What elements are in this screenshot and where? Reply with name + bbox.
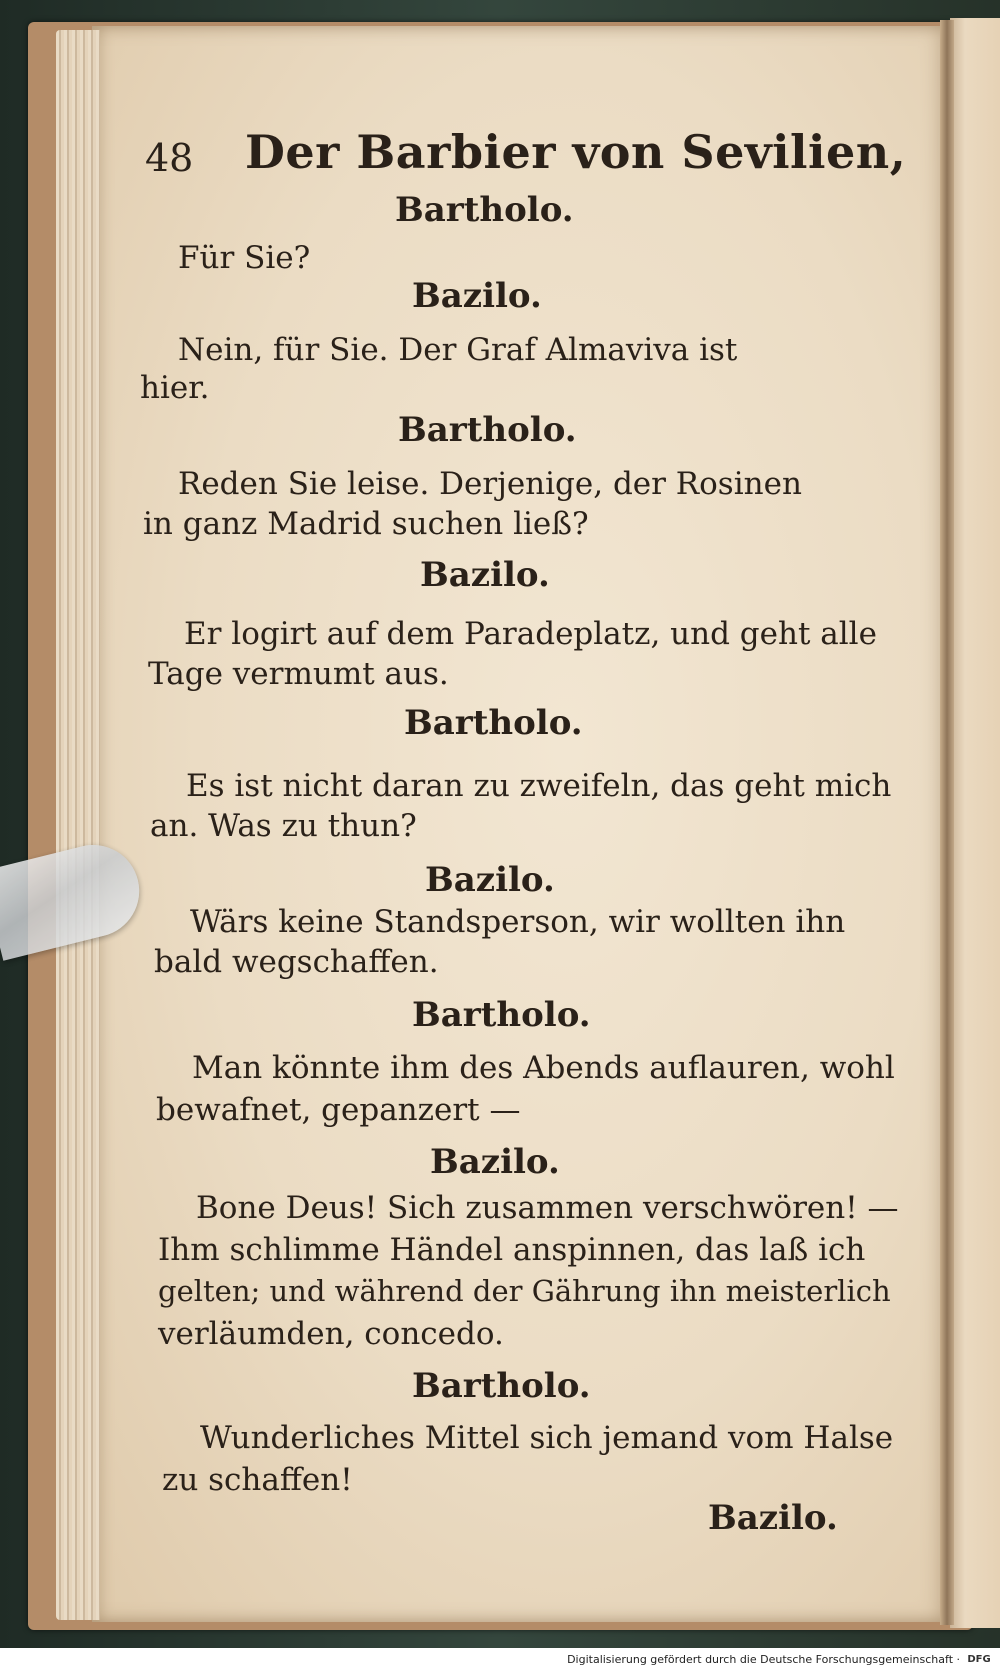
dialogue-line: Er logirt auf dem Paradeplatz, und geht alle	[184, 616, 877, 652]
dfg-logo: DFG	[967, 1654, 991, 1665]
speaker-heading: Bartholo.	[412, 995, 591, 1035]
book-gutter	[940, 20, 954, 1625]
dialogue-line: verläumden, concedo.	[158, 1316, 504, 1352]
dialogue-line: Wärs keine Standsperson, wir wollten ihn	[190, 904, 846, 940]
dialogue-line: hier.	[140, 370, 210, 406]
speaker-heading: Bartholo.	[395, 190, 574, 230]
dialogue-line: an. Was zu thun?	[150, 808, 417, 844]
dialogue-line: gelten; und während der Gährung ihn meisterlich	[158, 1274, 891, 1308]
footer-bar	[0, 1648, 1000, 1673]
dialogue-line: zu schaffen!	[162, 1462, 353, 1498]
running-head: Der Barbier von Sevilien,	[245, 125, 907, 179]
speaker-heading: Bazilo.	[425, 860, 555, 900]
catchword-speaker: Bazilo.	[708, 1498, 838, 1538]
speaker-heading: Bartholo.	[404, 703, 583, 743]
speaker-heading: Bartholo.	[398, 410, 577, 450]
dialogue-line: Man könnte ihm des Abends auflauren, wohl	[192, 1050, 895, 1086]
speaker-heading: Bazilo.	[420, 555, 550, 595]
dialogue-line: in ganz Madrid suchen ließ?	[143, 506, 589, 542]
speaker-heading: Bazilo.	[412, 276, 542, 316]
dialogue-line: Bone Deus! Sich zusammen verschwören! —	[196, 1190, 899, 1226]
dialogue-line: Ihm schlimme Händel anspinnen, das laß ich	[158, 1232, 866, 1268]
page-number: 48	[145, 136, 194, 180]
dialogue-line: Es ist nicht daran zu zweifeln, das geht mich	[186, 768, 892, 804]
speaker-heading: Bazilo.	[430, 1142, 560, 1182]
dialogue-line: bald wegschaffen.	[154, 944, 439, 980]
dialogue-line: Nein, für Sie. Der Graf Almaviva ist	[178, 332, 738, 368]
facing-page-edge	[950, 18, 1000, 1628]
dialogue-line: Tage vermumt aus.	[148, 656, 449, 692]
speaker-heading: Bartholo.	[412, 1366, 591, 1406]
dialogue-line: Für Sie?	[178, 240, 311, 276]
page-stack-edge	[56, 30, 100, 1620]
dialogue-line: Reden Sie leise. Derjenige, der Rosinen	[178, 466, 802, 502]
dialogue-line: Wunderliches Mittel sich jemand vom Halse	[200, 1420, 894, 1456]
funding-credit: Digitalisierung gefördert durch die Deutsche Forschungsgemeinschaft ·	[567, 1653, 960, 1666]
dialogue-line: bewafnet, gepanzert —	[156, 1092, 521, 1128]
